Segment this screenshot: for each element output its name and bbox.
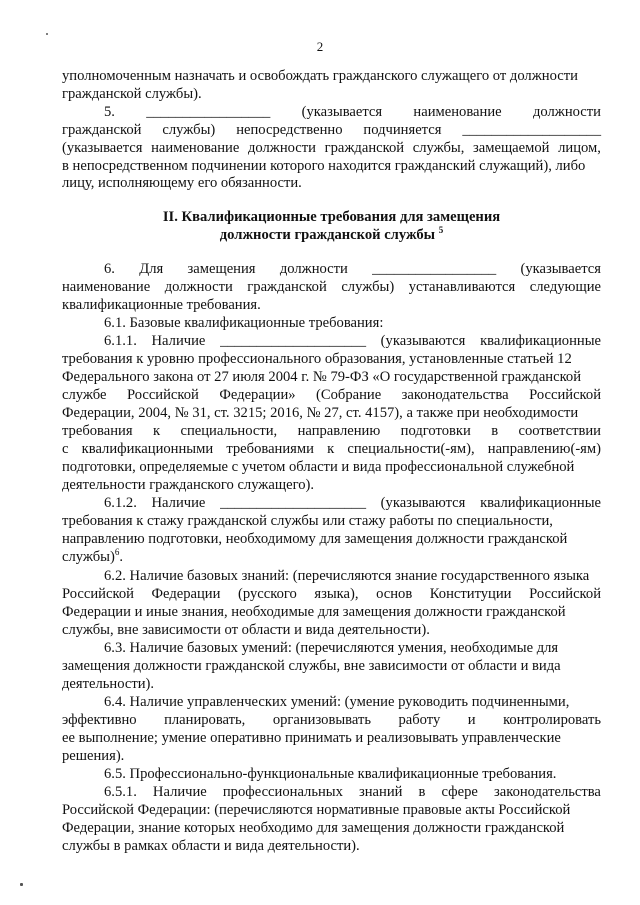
text-segment: Российской — [62, 586, 134, 602]
text-segment: Наличие — [152, 784, 207, 800]
text-segment: уполномоченным назначать и освобождать гражданского служащего от должности — [62, 68, 578, 84]
text-segment: (Собрание — [316, 387, 382, 403]
text-segment: соответствии — [518, 423, 601, 439]
text-segment: планировать, — [164, 712, 246, 728]
section-heading-line-1: II. Квалификационные требования для замещения — [162, 209, 501, 225]
text-line — [62, 175, 601, 193]
text-segment: направлению — [297, 423, 381, 439]
text-line — [62, 477, 601, 495]
footnote-marker: 6 — [114, 547, 120, 558]
text-segment: подготовки, определяемые с учетом области и вида профессиональной служебной — [62, 459, 575, 475]
text-segment: Конституции — [429, 586, 512, 602]
text-segment: 6.2. Наличие базовых знаний: (перечисляются знание государственного языка — [104, 568, 590, 584]
text-segment: должности — [279, 261, 348, 277]
text-segment: (указываются — [380, 333, 466, 349]
text-segment: основ — [376, 586, 413, 602]
text-segment: деятельности). — [62, 676, 155, 692]
text-segment: Российской — [529, 586, 601, 602]
text-segment: службы, — [412, 140, 465, 156]
text-segment: замещения — [187, 261, 256, 277]
text-segment: службе — [62, 387, 107, 403]
text-segment: (указываются — [380, 495, 466, 511]
text-segment: подготовки — [400, 423, 471, 439]
text-segment: специальности(-ям), — [347, 441, 475, 457]
text-line — [62, 676, 601, 694]
text-segment: законодательства — [493, 784, 601, 800]
text-line — [62, 838, 601, 856]
text-segment: 6.1.1. — [104, 333, 137, 349]
text-segment: 6.1. Базовые квалификационные требования: — [104, 315, 384, 331]
text-segment: ___________________ — [462, 122, 601, 138]
text-segment: гражданской — [62, 122, 142, 138]
text-segment: службы) — [341, 279, 395, 295]
text-segment: с — [62, 441, 69, 457]
text-segment: решения). — [62, 748, 125, 764]
text-segment: наименование — [62, 279, 151, 295]
text-segment: Федерации, знание которых необходимо для замещения должности гражданской — [62, 820, 565, 836]
text-line — [62, 748, 601, 766]
text-segment: ____________________ — [220, 333, 366, 349]
text-segment: подчиняется — [363, 122, 442, 138]
text-segment: ее выполнение; умение оперативно принимать и реализовывать управленческие — [62, 730, 561, 746]
scan-speck — [20, 883, 23, 886]
text-segment: направлению(-ям) — [487, 441, 601, 457]
text-segment: (указывается — [62, 140, 143, 156]
text-line — [62, 549, 601, 567]
text-segment: языка), — [314, 586, 359, 602]
text-line — [104, 784, 601, 802]
text-segment: ____________________ — [220, 495, 366, 511]
text-segment: направлению подготовки, необходимому для замещения должности гражданской — [62, 531, 568, 547]
text-segment: Наличие — [151, 495, 206, 511]
text-segment: квалификационные требования. — [62, 297, 261, 313]
text-segment: должности — [164, 279, 233, 295]
text-segment: профессиональных — [222, 784, 343, 800]
text-segment: гражданской — [247, 279, 327, 295]
text-segment: контролировать — [503, 712, 601, 728]
text-line — [62, 658, 601, 676]
text-segment: эффективно — [62, 712, 137, 728]
text-segment: 5. — [104, 104, 115, 120]
text-segment: квалификационные — [480, 333, 601, 349]
text-segment: требования — [62, 423, 133, 439]
text-line — [62, 441, 601, 459]
text-line — [104, 333, 601, 351]
text-line — [62, 802, 601, 820]
footnote-marker: 5 — [438, 225, 444, 236]
text-segment: (указывается — [301, 104, 383, 120]
text-segment: службы) — [162, 122, 216, 138]
text-segment: должности — [247, 140, 316, 156]
scan-speck — [46, 33, 48, 35]
text-segment: в — [491, 423, 499, 439]
text-segment: наименование — [151, 140, 240, 156]
text-line — [62, 730, 601, 748]
text-line — [104, 568, 601, 586]
text-line — [104, 315, 601, 333]
text-segment: службы, вне зависимости от области и вида деятельности). — [62, 622, 430, 638]
text-segment: специальности, — [180, 423, 278, 439]
text-segment: к — [327, 441, 335, 457]
text-segment: (указывается — [520, 261, 601, 277]
text-segment: гражданской службы). — [62, 86, 202, 102]
text-segment: _________________ — [372, 261, 497, 277]
text-line — [62, 531, 601, 549]
text-line — [62, 604, 601, 622]
text-segment: работу — [398, 712, 441, 728]
text-segment: в — [418, 784, 426, 800]
text-segment: и — [467, 712, 476, 728]
text-line — [62, 513, 601, 531]
text-segment: требования к стажу гражданской службы или стажу работы по специальности, — [62, 513, 553, 529]
text-segment: сфере — [441, 784, 478, 800]
text-line — [62, 423, 601, 441]
text-line — [62, 297, 601, 315]
text-segment: 6.1.2. — [104, 495, 137, 511]
text-segment: устанавливаются — [408, 279, 516, 295]
text-line — [62, 622, 601, 640]
text-line — [104, 766, 601, 784]
text-segment: деятельности гражданского служащего). — [62, 477, 315, 493]
heading-text: должности гражданской службы — [219, 227, 436, 243]
text-segment: 6.5. Профессионально-функциональные квалификационные требования. — [104, 766, 557, 782]
text-line — [62, 820, 601, 838]
text-segment: в непосредственном подчинении которого находится гражданский служащий), либо — [62, 158, 586, 174]
text-line — [62, 351, 601, 369]
text-segment: Федерации — [151, 586, 221, 602]
text-segment: 6. — [104, 261, 115, 277]
text-segment: Федерации и иные знания, необходимые для замещения должности гражданской — [62, 604, 566, 620]
text-line — [62, 459, 601, 477]
punctuation: . — [119, 549, 124, 565]
text-segment: Федерации» — [219, 387, 296, 403]
section-heading-line-2 — [62, 227, 601, 245]
text-line — [62, 158, 601, 176]
text-segment: замещения должности гражданской службы, вне зависимости от области и вида — [62, 658, 561, 674]
text-segment: организовывать — [272, 712, 371, 728]
text-segment: непосредственно — [236, 122, 343, 138]
text-segment: гражданской — [324, 140, 405, 156]
text-segment: законодательства — [401, 387, 509, 403]
text-segment: _________________ — [146, 104, 271, 120]
text-segment: квалификационные — [480, 495, 601, 511]
text-segment: 6.3. Наличие базовых умений: (перечисляются умения, необходимые для — [104, 640, 559, 656]
text-line — [62, 586, 601, 604]
text-segment: Федерации, 2004, № 31, ст. 3215; 2016, № 27, ст. 4157), а также при необходимости — [62, 405, 579, 421]
text-segment: Российской Федерации: (перечисляются нормативные правовые акты Российской — [62, 802, 571, 818]
text-line — [62, 405, 601, 423]
text-line — [62, 140, 601, 158]
text-segment: лицу, исполняющему его обязанности. — [62, 175, 302, 191]
text-segment: к — [152, 423, 161, 439]
text-line — [62, 279, 601, 297]
text-line — [62, 68, 601, 86]
text-line — [104, 640, 601, 658]
text-line — [62, 122, 601, 140]
text-segment: требованиями — [226, 441, 314, 457]
text-segment: квалификационными — [81, 441, 214, 457]
text-segment: Федерального закона от 27 июля 2004 г. № 79-ФЗ «О государственной гражданской — [62, 369, 582, 385]
page-number: 2 — [316, 39, 324, 54]
text-line — [104, 495, 601, 513]
text-line — [62, 369, 601, 387]
text-line — [62, 712, 601, 730]
text-segment: лицом, — [558, 140, 601, 156]
text-segment: 6.5.1. — [104, 784, 137, 800]
text-segment: знаний — [358, 784, 403, 800]
text-segment: требования к уровню профессионального образования, установленные статьей 12 — [62, 351, 572, 367]
text-segment: (русского — [238, 586, 297, 602]
text-line — [104, 694, 601, 712]
text-segment: Российской — [126, 387, 199, 403]
text-segment: наименование — [413, 104, 502, 120]
text-line — [62, 387, 601, 405]
text-segment: службы в рамках области и вида деятельности). — [62, 838, 360, 854]
text-segment: должности — [532, 104, 601, 120]
text-line — [104, 261, 601, 279]
text-line — [62, 86, 601, 104]
text-segment: замещаемой — [472, 140, 550, 156]
text-segment: Для — [139, 261, 164, 277]
text-segment: следующие — [529, 279, 601, 295]
text-segment: 6.4. Наличие управленческих умений: (умение руководить подчиненными, — [104, 694, 570, 710]
text-segment: Российской — [529, 387, 601, 403]
text-segment: Наличие — [151, 333, 206, 349]
text-line — [104, 104, 601, 122]
text-segment: службы) — [62, 549, 115, 565]
